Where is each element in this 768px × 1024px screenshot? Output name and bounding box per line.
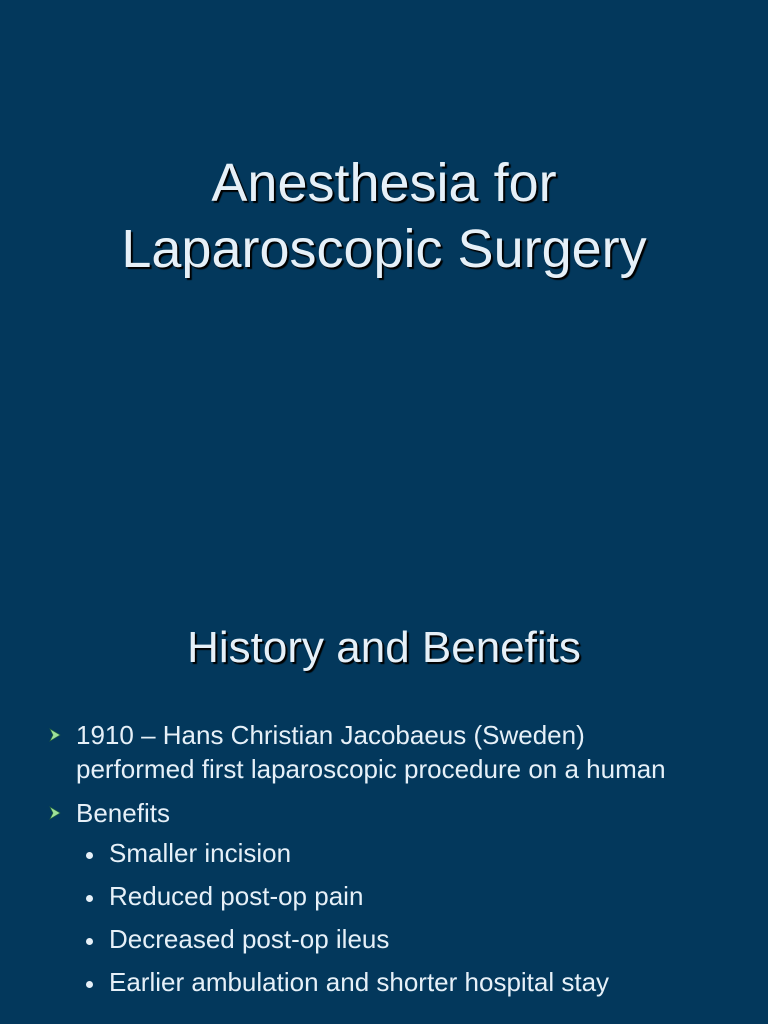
sub-item	[0, 922, 708, 956]
dot-bullet-icon	[86, 852, 93, 859]
sub-item-text: Smaller incision	[109, 838, 292, 868]
content-slide	[0, 576, 768, 1024]
dot-bullet-icon	[86, 981, 93, 988]
presentation-title	[0, 150, 768, 282]
title-line-2: Laparoscopic Surgery	[121, 219, 647, 279]
sub-item	[0, 879, 708, 913]
sub-item-text: Reduced post-op pain	[109, 881, 364, 911]
sub-item-text: Decreased post-op ileus	[109, 924, 390, 954]
arrow-bullet-icon	[48, 728, 62, 742]
bullet-item-history	[0, 718, 768, 786]
dot-bullet-icon	[86, 938, 93, 945]
arrow-bullet-icon	[48, 806, 62, 820]
benefits-sublist	[76, 836, 708, 999]
dot-bullet-icon	[86, 895, 93, 902]
sub-item-text: Earlier ambulation and shorter hospital stay	[109, 967, 610, 997]
bullet-list	[0, 718, 768, 1009]
sub-item	[0, 965, 708, 999]
slide-title: History and Benefits	[187, 623, 581, 672]
title-line-1: Anesthesia for	[211, 153, 557, 213]
sub-item	[0, 836, 708, 870]
bullet-text: 1910 – Hans Christian Jacobaeus (Sweden) performed first laparoscopic procedure on a human	[76, 720, 666, 784]
bullet-item-benefits	[0, 796, 768, 999]
bullet-text: Benefits	[76, 798, 170, 828]
